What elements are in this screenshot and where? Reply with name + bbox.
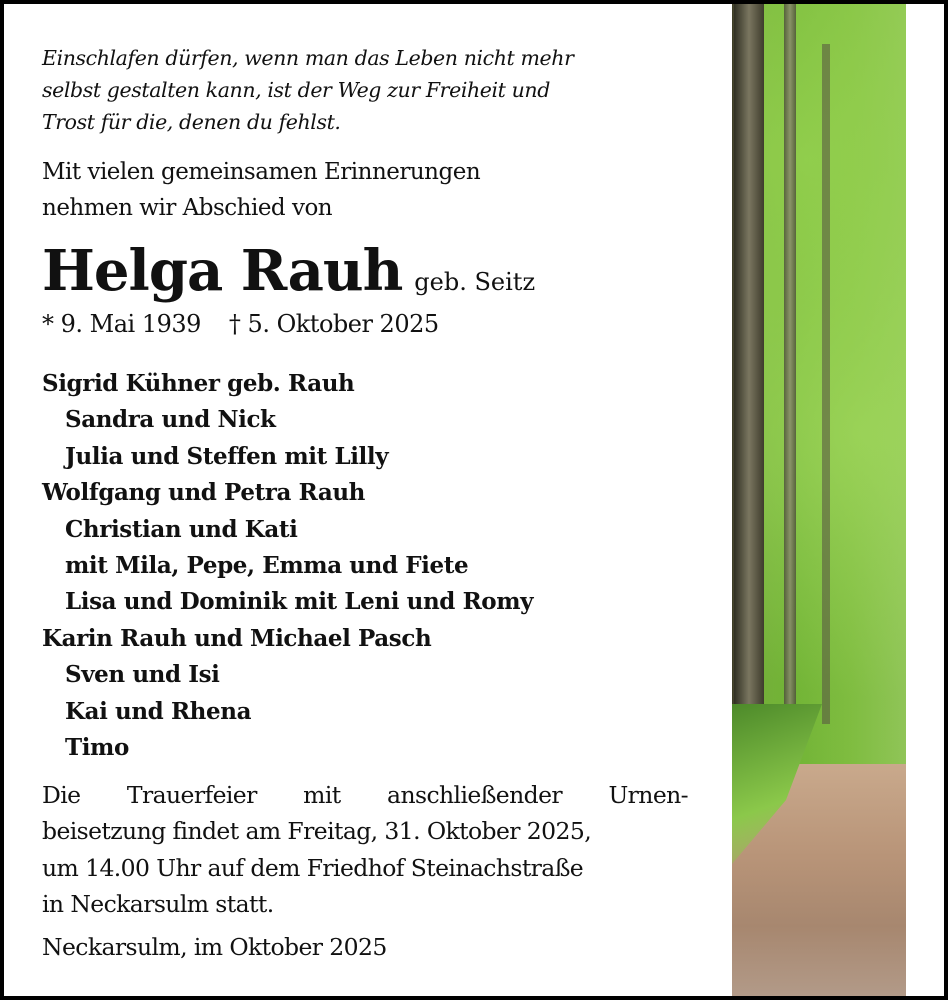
mourner: mit Mila, Pepe, Emma und Fiete [65, 552, 469, 580]
birth-date: * 9. Mai 1939 [42, 310, 201, 338]
poem-line: selbst gestalten kann, ist der Weg zur Freiheit und [42, 78, 550, 102]
poem-line: Trost für die, denen du fehlst. [42, 110, 341, 134]
deceased-name-row [42, 238, 535, 304]
poem [42, 42, 722, 138]
mourner: Julia und Steffen mit Lilly [65, 442, 389, 470]
death-date: † 5. Oktober 2025 [228, 310, 439, 338]
mourner: Christian und Kati [65, 515, 298, 543]
mourner: Sven und Isi [65, 661, 220, 689]
service-line: beisetzung findet am Freitag, 31. Oktober 2025, [42, 817, 592, 846]
intro-line: Mit vielen gemeinsamen Erinnerungen [42, 159, 481, 185]
mourner: Lisa und Dominik mit Leni und Romy [65, 588, 534, 616]
mourner: Wolfgang und Petra Rauh [42, 479, 366, 507]
intro [42, 154, 480, 226]
forest-path-photo [732, 4, 906, 996]
poem-line: Einschlafen dürfen, wenn man das Leben nicht mehr [42, 46, 574, 70]
mourner: Kai und Rhena [65, 697, 252, 725]
service-line: in Neckarsulm statt. [42, 890, 274, 919]
mourners-list [42, 366, 533, 766]
place-date: Neckarsulm, im Oktober 2025 [42, 933, 387, 961]
mourner: Sandra und Nick [65, 406, 276, 434]
maiden-name: geb. Seitz [414, 268, 536, 296]
mourner: Karin Rauh und Michael Pasch [42, 624, 432, 652]
tree-trunk [822, 44, 830, 724]
service-line: Die Trauerfeier mit anschließender Urnen- [42, 781, 688, 809]
intro-line: nehmen wir Abschied von [42, 195, 333, 221]
deceased-name: Helga Rauh [42, 238, 403, 304]
life-dates [42, 310, 439, 338]
mourner: Sigrid Kühner geb. Rauh [42, 370, 355, 397]
tree-trunk [734, 4, 764, 784]
mourner: Timo [65, 734, 129, 762]
tree-trunk [784, 4, 796, 724]
service-line: um 14.00 Uhr auf dem Friedhof Steinachstraße [42, 853, 584, 882]
funeral-service-info [42, 777, 688, 923]
obituary-notice [4, 4, 944, 996]
